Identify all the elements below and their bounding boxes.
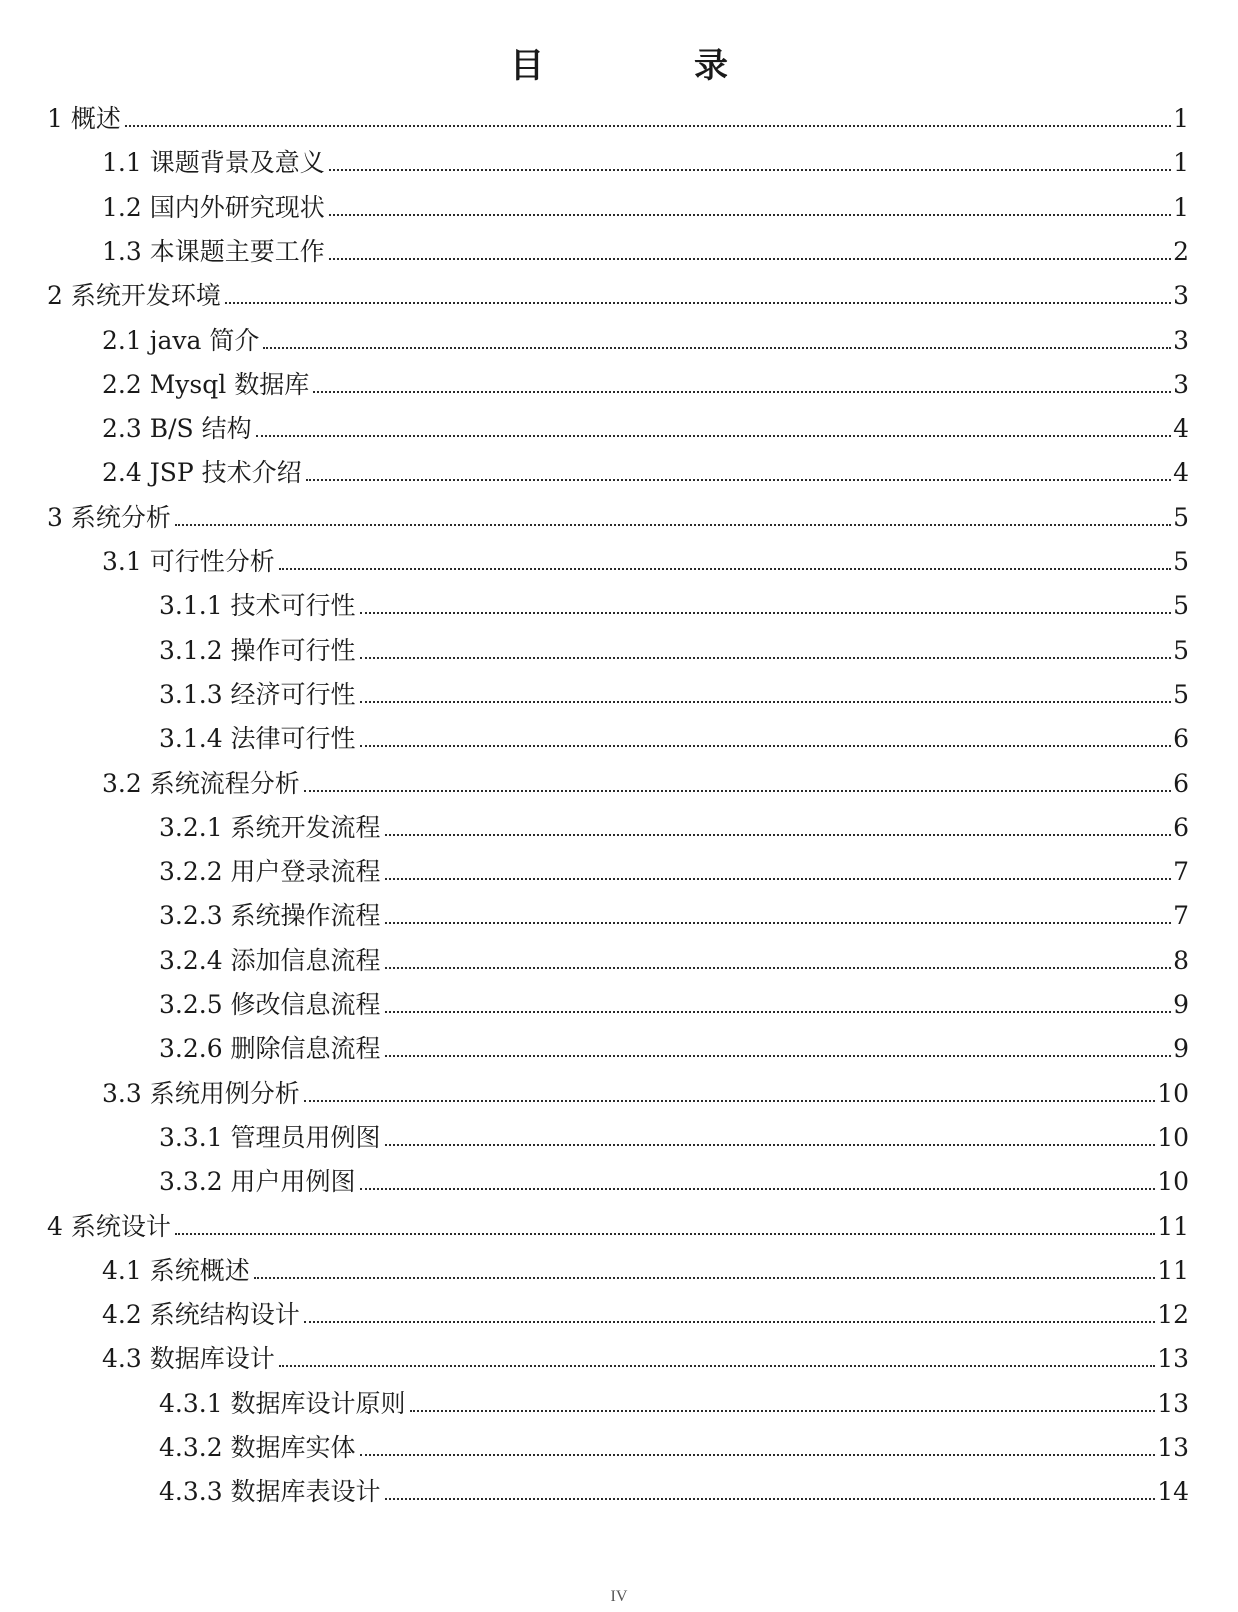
toc-entry[interactable] <box>159 718 1189 754</box>
dot-leader <box>304 790 1171 792</box>
toc-entry-label: 3.2.6 删除信息流程 <box>159 1034 381 1063</box>
toc-entry-label: 1.1 课题背景及意义 <box>102 148 325 177</box>
toc-entry-label: 4.1 系统概述 <box>102 1256 250 1285</box>
toc-entry-label: 4.3.1 数据库设计原则 <box>159 1389 406 1418</box>
dot-leader <box>385 834 1172 836</box>
toc-entry[interactable] <box>102 763 1189 799</box>
toc-entry-page-number: 4 <box>1173 458 1189 487</box>
toc-entry[interactable] <box>159 1117 1189 1153</box>
toc-entry-label: 3.3.2 用户用例图 <box>159 1167 356 1196</box>
dot-leader <box>329 214 1171 216</box>
toc-entry[interactable] <box>47 98 1189 134</box>
toc-entry-page-number: 10 <box>1157 1079 1189 1108</box>
toc-entry[interactable] <box>159 630 1189 666</box>
toc-entry-page-number: 9 <box>1173 990 1189 1019</box>
toc-entry[interactable] <box>102 1338 1189 1374</box>
toc-entry-page-number: 10 <box>1157 1167 1189 1196</box>
toc-entry-label: 2.2 Mysql 数据库 <box>102 370 310 399</box>
toc-entry-label: 1 概述 <box>47 104 121 133</box>
dot-leader <box>360 701 1172 703</box>
toc-entry-page-number: 13 <box>1157 1389 1189 1418</box>
toc-entry-page-number: 6 <box>1173 769 1189 798</box>
toc-entry[interactable] <box>159 940 1189 976</box>
toc-entry[interactable] <box>102 320 1189 356</box>
toc-entry-label: 3.2 系统流程分析 <box>102 769 300 798</box>
toc-entry[interactable] <box>47 497 1189 533</box>
toc-entry-page-number: 7 <box>1173 901 1189 930</box>
toc-entry-label: 3.2.2 用户登录流程 <box>159 857 381 886</box>
toc-entry-label: 3.1.2 操作可行性 <box>159 636 356 665</box>
dot-leader <box>385 1498 1156 1500</box>
toc-entry[interactable] <box>102 1073 1189 1109</box>
toc-entry-page-number: 3 <box>1173 281 1189 310</box>
toc-entry-page-number: 5 <box>1173 680 1189 709</box>
dot-leader <box>175 524 1171 526</box>
toc-entry[interactable] <box>102 187 1189 223</box>
toc-entry-page-number: 6 <box>1173 813 1189 842</box>
toc-entry[interactable] <box>159 984 1189 1020</box>
toc-entry-label: 1.3 本课题主要工作 <box>102 237 325 266</box>
toc-entry-label: 4.3.3 数据库表设计 <box>159 1477 381 1506</box>
toc-entry-label: 3.3.1 管理员用例图 <box>159 1123 381 1152</box>
toc-entry-page-number: 13 <box>1157 1433 1189 1462</box>
toc-entry-label: 3.1.1 技术可行性 <box>159 591 356 620</box>
toc-entry-label: 3.3 系统用例分析 <box>102 1079 300 1108</box>
toc-entry-page-number: 5 <box>1173 503 1189 532</box>
toc-entry-page-number: 8 <box>1173 946 1189 975</box>
toc-entry-page-number: 13 <box>1157 1344 1189 1373</box>
toc-entry[interactable] <box>159 1383 1189 1419</box>
toc-entry[interactable] <box>159 895 1189 931</box>
toc-entry-label: 2 系统开发环境 <box>47 281 221 310</box>
dot-leader <box>329 169 1171 171</box>
toc-entry-label: 3.1.3 经济可行性 <box>159 680 356 709</box>
toc-entry-page-number: 1 <box>1173 193 1189 222</box>
toc-entry[interactable] <box>159 1161 1189 1197</box>
toc-entry[interactable] <box>47 275 1189 311</box>
toc-entry[interactable] <box>159 585 1189 621</box>
dot-leader <box>360 1188 1156 1190</box>
dot-leader <box>385 1144 1156 1146</box>
toc-entry-page-number: 11 <box>1157 1256 1189 1285</box>
toc-entry-label: 3.1.4 法律可行性 <box>159 724 356 753</box>
dot-leader <box>313 391 1171 393</box>
toc-entry-label: 4.3 数据库设计 <box>102 1344 275 1373</box>
page-number-footer: IV <box>610 1588 628 1605</box>
toc-entry-label: 3.2.1 系统开发流程 <box>159 813 381 842</box>
toc-entry-page-number: 7 <box>1173 857 1189 886</box>
toc-entry-label: 3.2.4 添加信息流程 <box>159 946 381 975</box>
dot-leader <box>385 967 1172 969</box>
toc-entry-page-number: 1 <box>1173 104 1189 133</box>
page-title: 目 录 <box>510 46 786 86</box>
dot-leader <box>385 878 1172 880</box>
toc-entry-label: 3.1 可行性分析 <box>102 547 275 576</box>
dot-leader <box>279 1365 1155 1367</box>
dot-leader <box>304 1321 1155 1323</box>
toc-entry[interactable] <box>102 452 1189 488</box>
toc-entry[interactable] <box>159 1471 1189 1507</box>
dot-leader <box>304 1100 1155 1102</box>
toc-entry[interactable] <box>102 364 1189 400</box>
dot-leader <box>279 568 1171 570</box>
dot-leader <box>360 612 1172 614</box>
toc-entry[interactable] <box>47 1206 1189 1242</box>
toc-entry[interactable] <box>102 142 1189 178</box>
toc-entry[interactable] <box>102 231 1189 267</box>
dot-leader <box>225 302 1171 304</box>
dot-leader <box>329 258 1171 260</box>
dot-leader <box>385 1055 1172 1057</box>
toc-entry[interactable] <box>102 408 1189 444</box>
toc-entry[interactable] <box>102 1294 1189 1330</box>
toc-entry-page-number: 10 <box>1157 1123 1189 1152</box>
dot-leader <box>385 922 1172 924</box>
dot-leader <box>254 1277 1155 1279</box>
dot-leader <box>263 347 1171 349</box>
toc-entry-page-number: 12 <box>1157 1300 1189 1329</box>
toc-entry-page-number: 2 <box>1173 237 1189 266</box>
toc-entry-page-number: 4 <box>1173 414 1189 443</box>
dot-leader <box>385 1011 1172 1013</box>
toc-entry-label: 3 系统分析 <box>47 503 171 532</box>
toc-entry-page-number: 3 <box>1173 370 1189 399</box>
dot-leader <box>360 1454 1156 1456</box>
dot-leader <box>256 435 1172 437</box>
toc-entry-page-number: 1 <box>1173 148 1189 177</box>
toc-entry-label: 2.1 java 简介 <box>102 326 260 355</box>
toc-entry-label: 4 系统设计 <box>47 1212 171 1241</box>
toc-entry-label: 2.4 JSP 技术介绍 <box>102 458 302 487</box>
toc-entry-label: 2.3 B/S 结构 <box>102 414 252 443</box>
toc-entry-label: 4.2 系统结构设计 <box>102 1300 300 1329</box>
toc-entry-page-number: 6 <box>1173 724 1189 753</box>
dot-leader <box>175 1233 1155 1235</box>
dot-leader <box>306 479 1171 481</box>
toc-entry[interactable] <box>159 807 1189 843</box>
toc-entry[interactable] <box>102 541 1189 577</box>
toc-entry-label: 1.2 国内外研究现状 <box>102 193 325 222</box>
toc-entry[interactable] <box>159 851 1189 887</box>
dot-leader <box>410 1410 1156 1412</box>
toc-entry[interactable] <box>159 1427 1189 1463</box>
toc-entry-page-number: 14 <box>1157 1477 1189 1506</box>
toc-entry-label: 4.3.2 数据库实体 <box>159 1433 356 1462</box>
dot-leader <box>125 125 1171 127</box>
toc-entry[interactable] <box>159 674 1189 710</box>
toc-entry-label: 3.2.5 修改信息流程 <box>159 990 381 1019</box>
toc-entry[interactable] <box>102 1250 1189 1286</box>
toc-entry[interactable] <box>159 1028 1189 1064</box>
toc-entry-page-number: 5 <box>1173 591 1189 620</box>
toc-entry-page-number: 11 <box>1157 1212 1189 1241</box>
dot-leader <box>360 657 1172 659</box>
dot-leader <box>360 745 1172 747</box>
toc-entry-label: 3.2.3 系统操作流程 <box>159 901 381 930</box>
toc-entry-page-number: 3 <box>1173 326 1189 355</box>
toc-entry-page-number: 9 <box>1173 1034 1189 1063</box>
toc-entry-page-number: 5 <box>1173 636 1189 665</box>
toc-entry-page-number: 5 <box>1173 547 1189 576</box>
